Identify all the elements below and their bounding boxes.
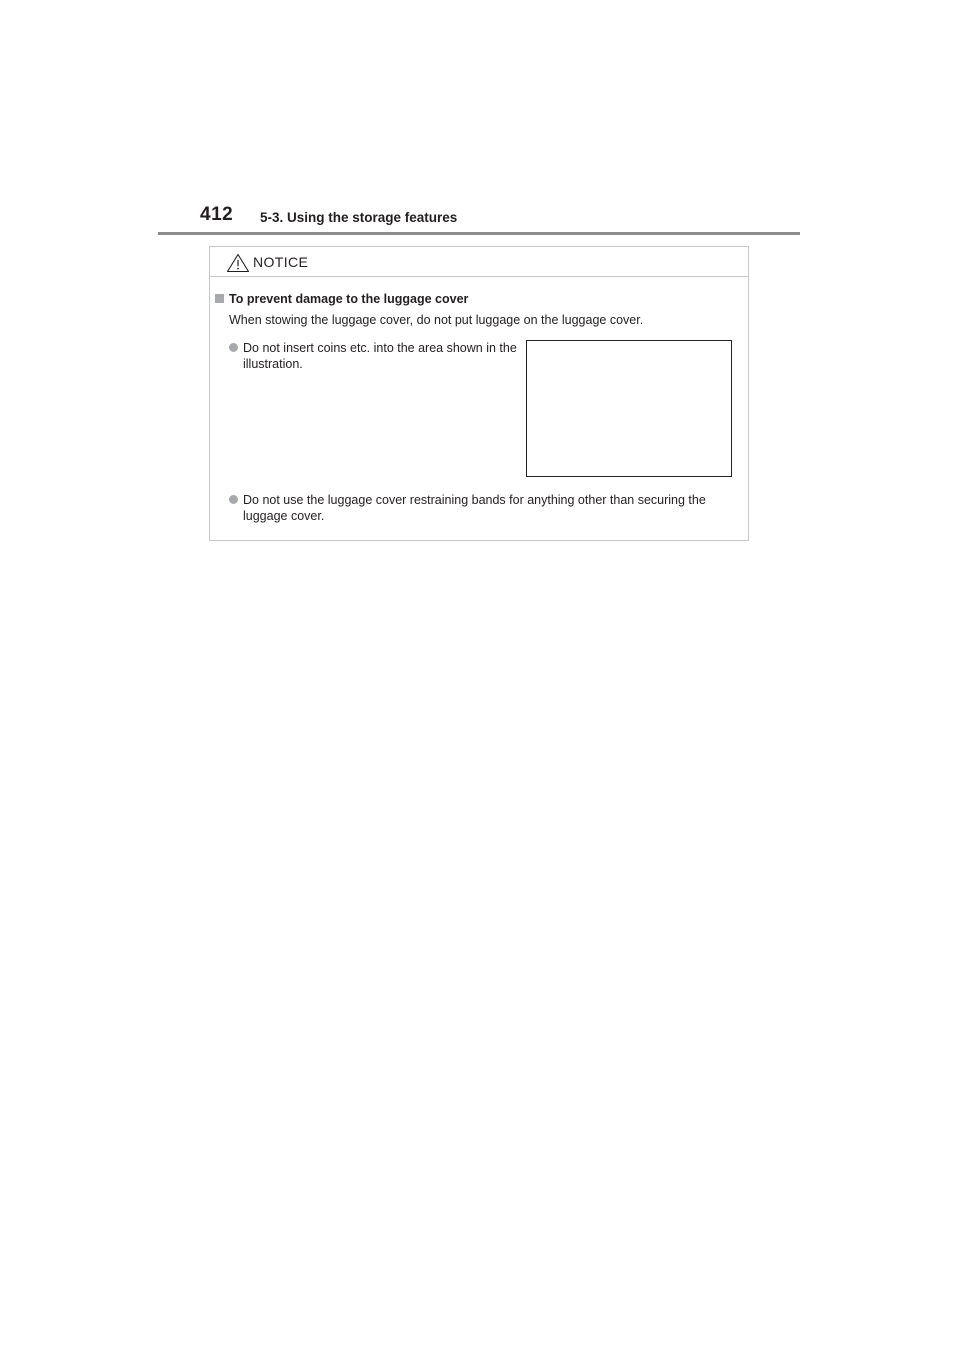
notice-subheading [215,292,468,306]
circle-bullet-icon [229,343,238,352]
notice-label: NOTICE [253,254,309,270]
page-number: 412 [200,204,234,225]
page-header [160,204,800,234]
notice-intro: When stowing the luggage cover, do not put luggage on the luggage cover. [229,313,644,327]
notice-box [209,246,749,541]
circle-bullet-icon [229,495,238,504]
warning-triangle-icon [226,253,250,273]
bullet-item [229,340,519,372]
header-divider [158,232,800,235]
bullet-item [229,492,747,524]
bullet-text: Do not use the luggage cover restraining bands for anything other than securing the luggage cover. [243,493,706,523]
illustration-frame [526,340,732,477]
square-bullet-icon [215,294,224,303]
bullet-text: Do not insert coins etc. into the area shown in the illustration. [243,341,517,371]
section-title: 5-3. Using the storage features [260,210,458,225]
notice-header [210,247,748,277]
notice-subheading-text: To prevent damage to the luggage cover [229,292,469,306]
